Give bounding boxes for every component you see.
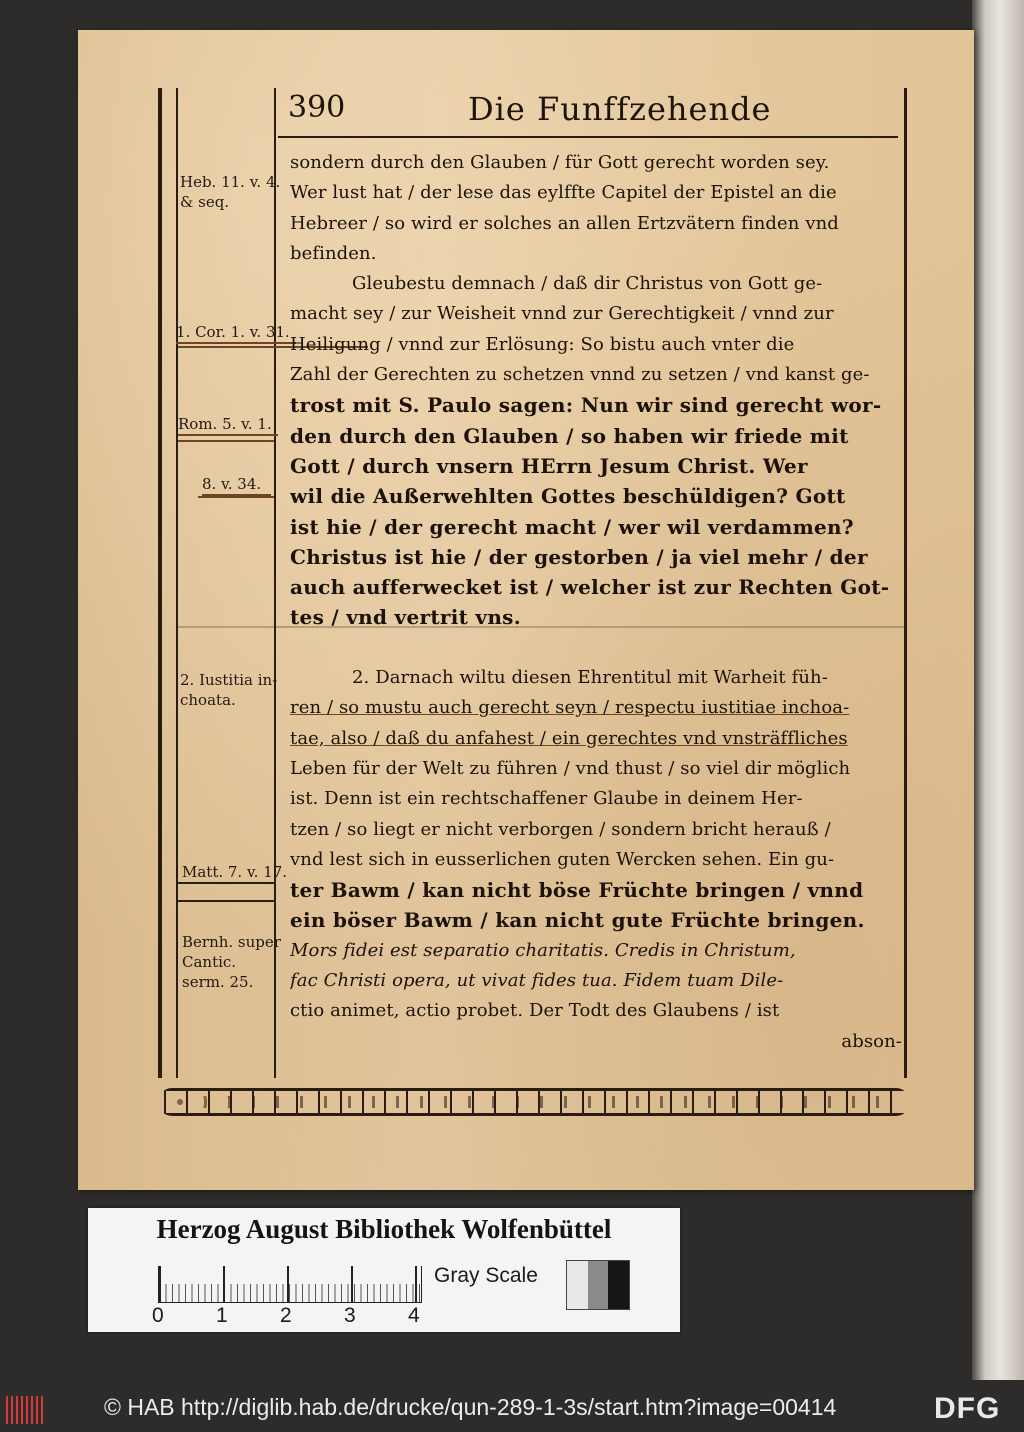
gray-swatch-dark xyxy=(608,1261,629,1309)
ruler-label: 1 xyxy=(216,1304,228,1327)
text-line: macht sey / zur Weisheit vnnd zur Gerechtigkeit / vnnd zur xyxy=(290,303,834,325)
gray-swatch-light xyxy=(567,1261,588,1309)
text-line: vnd lest sich in eusserlichen guten Wercken sehen. Ein gu- xyxy=(290,848,835,870)
margin-note: Rom. 5. v. 1. xyxy=(178,414,278,436)
text-line: Wer lust hat / der lese das eylffte Capitel der Epistel an die xyxy=(290,182,837,204)
text-line: 2. Darnach wiltu diesen Ehrentitul mit Warheit füh- xyxy=(352,667,828,689)
blank-line xyxy=(290,633,902,663)
text-line: Hebreer / so wird er solches an allen Ertzvätern finden vnd xyxy=(290,212,839,234)
main-text-block xyxy=(290,148,902,1057)
ruler-tick xyxy=(223,1266,225,1302)
ruler-tick xyxy=(415,1266,417,1302)
margin-note: Matt. 7. v. 17. xyxy=(182,863,288,881)
text-line: ren / so mustu auch gerecht seyn / respectu iustitiae inchoa- xyxy=(290,697,850,719)
margin-note: & seq. xyxy=(180,193,230,211)
text-line: Leben für der Welt zu führen / vnd thust / so viel dir möglich xyxy=(290,757,851,779)
text-line: trost mit S. Paulo sagen: Nun wir sind gerecht wor- xyxy=(290,393,882,418)
margin-note: choata. xyxy=(180,691,236,709)
margin-note: 1. Cor. 1. v. 31. xyxy=(176,322,296,344)
catchword: abson- xyxy=(841,1030,902,1052)
margin-note: 2. Iustitia in- xyxy=(180,671,278,689)
margin-note: serm. 25. xyxy=(182,973,254,991)
running-head: Die Funffzehende xyxy=(468,90,772,128)
text-line: sondern durch den Glauben / für Gott gerecht worden sey. xyxy=(290,152,830,173)
reference-rule xyxy=(178,900,274,902)
frame-rule-right xyxy=(904,88,907,1078)
text-line: auch aufferwecket ist / welcher ist zur Rechten Got- xyxy=(290,575,890,600)
reference-rule xyxy=(178,882,274,884)
text-line: ist. Denn ist ein rechtschaffener Glaube in deinem Her- xyxy=(290,788,803,810)
margin-note: Cantic. xyxy=(182,953,237,971)
footer-bar xyxy=(0,1388,1024,1432)
gray-scale-swatches xyxy=(566,1260,630,1310)
ruler-label: 4 xyxy=(408,1304,420,1327)
hab-logo-icon xyxy=(6,1396,46,1424)
scale-ruler xyxy=(158,1266,422,1303)
text-line: wil die Außerwehlten Gottes beschüldigen? Gott xyxy=(290,484,846,509)
library-color-card xyxy=(88,1208,680,1332)
ruler-label: 2 xyxy=(280,1304,292,1327)
ruler-tick xyxy=(351,1266,353,1302)
text-line: ter Bawm / kan nicht böse Früchte bringen / vnnd xyxy=(290,878,864,903)
header-rule xyxy=(278,136,898,138)
gray-swatch-mid xyxy=(588,1261,609,1309)
adjacent-page-strip xyxy=(972,0,1024,1380)
library-name: Herzog August Bibliothek Wolfenbüttel xyxy=(156,1214,612,1244)
ornamental-border-pattern xyxy=(168,1096,900,1108)
text-line: fac Christi opera, ut vivat fides tua. Fidem tuam Dile- xyxy=(290,970,784,992)
text-line: tae, also / daß du anfahest / ein gerechtes vnd vnsträffliches xyxy=(290,727,848,749)
text-line: ctio animet, actio probet. Der Todt des Glaubens / ist xyxy=(290,1000,780,1022)
ruler-tick xyxy=(287,1266,289,1302)
text-line: Gott / durch vnsern HErrn Jesum Christ. Wer xyxy=(290,453,808,478)
frame-rule-left-inner xyxy=(176,88,178,1078)
gray-scale-label: Gray Scale xyxy=(434,1264,538,1287)
frame-rule-margin xyxy=(274,88,276,1078)
text-line: befinden. xyxy=(290,242,377,264)
ruler-label: 3 xyxy=(344,1304,356,1327)
ruler-tick xyxy=(159,1266,161,1302)
margin-note: 8. v. 34. xyxy=(202,474,271,496)
ruler-label: 0 xyxy=(152,1304,164,1327)
margin-note: Bernh. super xyxy=(182,933,281,951)
text-line: Gleubestu demnach / daß dir Christus von Gott ge- xyxy=(352,273,823,295)
text-line: Zahl der Gerechten zu schetzen vnnd zu setzen / vnd kanst ge- xyxy=(290,364,870,386)
dfg-logo: DFG xyxy=(934,1392,1001,1425)
book-page xyxy=(78,30,974,1190)
text-line: den durch den Glauben / so haben wir friede mit xyxy=(290,423,849,448)
page-number: 390 xyxy=(288,90,346,125)
reference-rule xyxy=(198,496,274,498)
copyright-url[interactable]: © HAB http://diglib.hab.de/drucke/qun-289-1-3s/start.htm?image=00414 xyxy=(104,1394,837,1420)
text-line: ist hie / der gerecht macht / wer wil verdammen? xyxy=(290,514,854,539)
text-line: tzen / so liegt er nicht verborgen / sondern bricht herauß / xyxy=(290,818,831,840)
text-line: ein böser Bawm / kan nicht gute Früchte bringen. xyxy=(290,908,865,933)
frame-rule-left xyxy=(158,88,162,1078)
text-line: tes / vnd vertrit vns. xyxy=(290,605,522,630)
text-line: Christus ist hie / der gestorben / ja viel mehr / der xyxy=(290,544,868,569)
reference-rule xyxy=(178,440,274,442)
text-line: Mors fidei est separatio charitatis. Credis in Christum, xyxy=(290,939,796,961)
margin-note: Heb. 11. v. 4. xyxy=(180,173,281,191)
text-line: Heiligung / vnnd zur Erlösung: So bistu auch vnter die xyxy=(290,333,795,355)
